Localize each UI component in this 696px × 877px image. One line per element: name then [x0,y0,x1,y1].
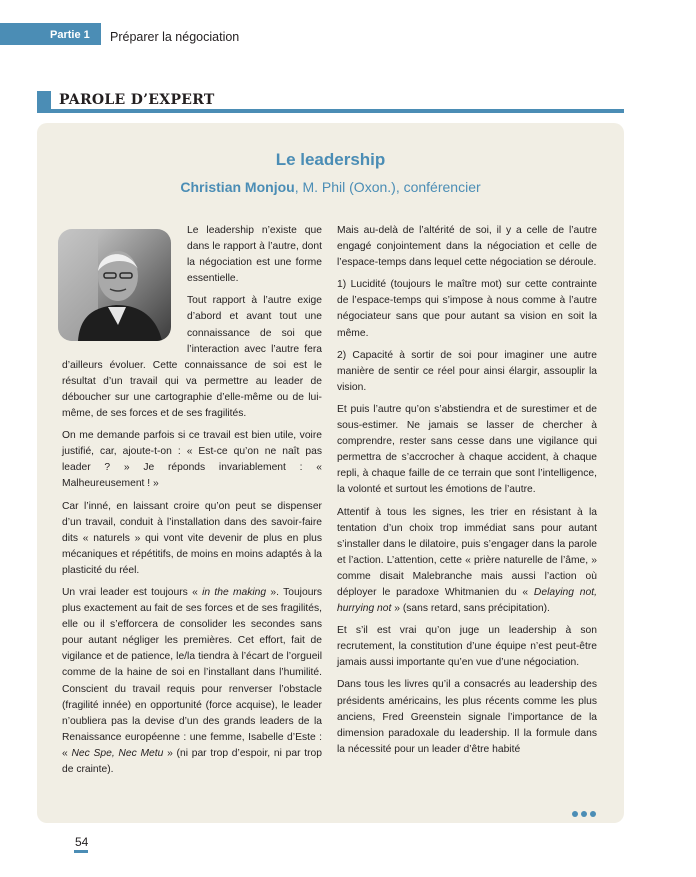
article-byline [37,179,624,195]
text-run: » (sans retard, sans précipitation). [391,603,550,615]
italic-text: in the making [202,586,267,598]
author-credentials: , M. Phil (Oxon.), conférencier [294,179,481,195]
paragraph: Tout rapport à l’autre exige d’abord et avant tout une connaissance de soi que l’interaction avec l’autre fera d’ailleurs évoluer. Cette connaissance de soi est le résultat d’un travail qui va permettre au leader de déboucher sur une cartographie d’elle-même ou de lui-même, de ses forces et de ses fragilités. [62,295,322,420]
paragraph: Le leadership n’existe que dans le rapport à l’autre, dont la négociation est une forme essentielle. [187,225,322,285]
article-title: Le leadership [275,150,386,169]
text-run: » (ni par trop d’espoir, ni par trop de crainte). [62,747,322,775]
paragraph: Car l’inné, en laissant croire qu’on peut se dispenser d’un travail, conduit à l’installation dans des savoir-faire dits « naturels » qui vont vite devenir de plus en plus mécaniques et répétitifs, de moins en moins adaptés à la plasticité du réel. [62,500,322,576]
paragraph: Dans tous les livres qu’il a consacrés au leadership des présidents américains, les plus récents comme les plus anciens, Fred Greenstein signale l’importance de la dimension paradoxale du leadership. Il la formule dans la nécessité pour un leader d’être habité [337,679,597,755]
paragraph: On me demande parfois si ce travail est bien utile, voire justifié, car, ajoute-t-on : « Est-ce qu’on ne naît pas leader ? » Je réponds invariablement : « Malheureusement ! » [62,430,322,490]
paragraph: 1) Lucidité (toujours le maître mot) sur cette contrainte de l’espace-temps qui s’impose à nous comme à l’autre négociateur sans que pour autant sa vision en soit la même. [337,279,597,339]
part-tab [0,23,101,45]
text-run: Un vrai leader est toujours « [62,586,203,598]
right-column [337,223,597,764]
part-title: Préparer la négociation [110,30,240,44]
paragraph [337,505,597,618]
page-number: 54 [75,835,89,849]
paragraph [62,585,322,778]
section-label: PAROLE D’EXPERT [59,92,215,108]
section-header [37,91,624,113]
left-column [62,223,322,784]
text-run: Attentif à tous les signes, les trier en résistant à la tentation d’un choix trop immédiat sans pour autant s’installer dans le dilatoire, puis s’engager dans la parole et l’action. L’attention, cette « prière naturelle de l’âme, » comme disait Malebranche mais aussi l’action où déployer le paradoxe Whitmanien du « [337,506,597,598]
part-label: Partie 1 [50,29,90,41]
italic-text: Delaying not, hurrying not [337,586,597,615]
photo-float-space [62,223,187,345]
paragraph: Mais au-delà de l’altérité de soi, il y a celle de l’autre engagé conjointement dans la négociation et celle de l’espace-temps dans lequel cette négociation se déroule. [337,225,597,269]
section-accent [37,91,51,113]
paragraph: Et s’il est vrai qu’on juge un leadership à son recrutement, la constitution d’une équipe n’est peut-être jamais aussi importante qu’en vue d’une négociation. [337,625,597,669]
italic-text: Nec Spe, Nec Metu [71,747,164,759]
continue-ellipsis-icon [572,804,600,812]
paragraph: Et puis l’autre qu’on s’abstiendra et de surestimer et de sous-estimer. Ne jamais se lasser de chercher à comprendre, rester sans cesse dans une vigilance qui permettra de s’accrocher à chaque accident, à chaque repli, à chaque faille de ce terrain que sont l’intelligence, la volonté et surtout les émotions de l’autre. [337,403,597,496]
paragraph: 2) Capacité à sortir de soi pour imaginer une autre manière de sentir ce réel pour ainsi élargir, assouplir la vision. [337,349,597,393]
section-underline [51,109,624,113]
text-run: ». Toujours plus exactement au fait de ses forces et de ses fragilités, elle ou il s’efforcera de consolider les secondes sans pour autant négliger les premières. Cet effort, fait de vigilance et de patience, le/la tiendra à l’écart de l’orgueil comme de la haine de soi en l’installant dans l’humilité. Conscient du travail requis pour renverser l’obstacle (fragilité innée) en opportunité (force acquise), le leader n’oubliera pas la devise d’un des grands leaders de la Renaissance européenne : une femme, Isabelle d’Este : « [62,586,322,759]
author-name: Christian Monjou [180,179,295,195]
page-number-underline [74,850,88,853]
